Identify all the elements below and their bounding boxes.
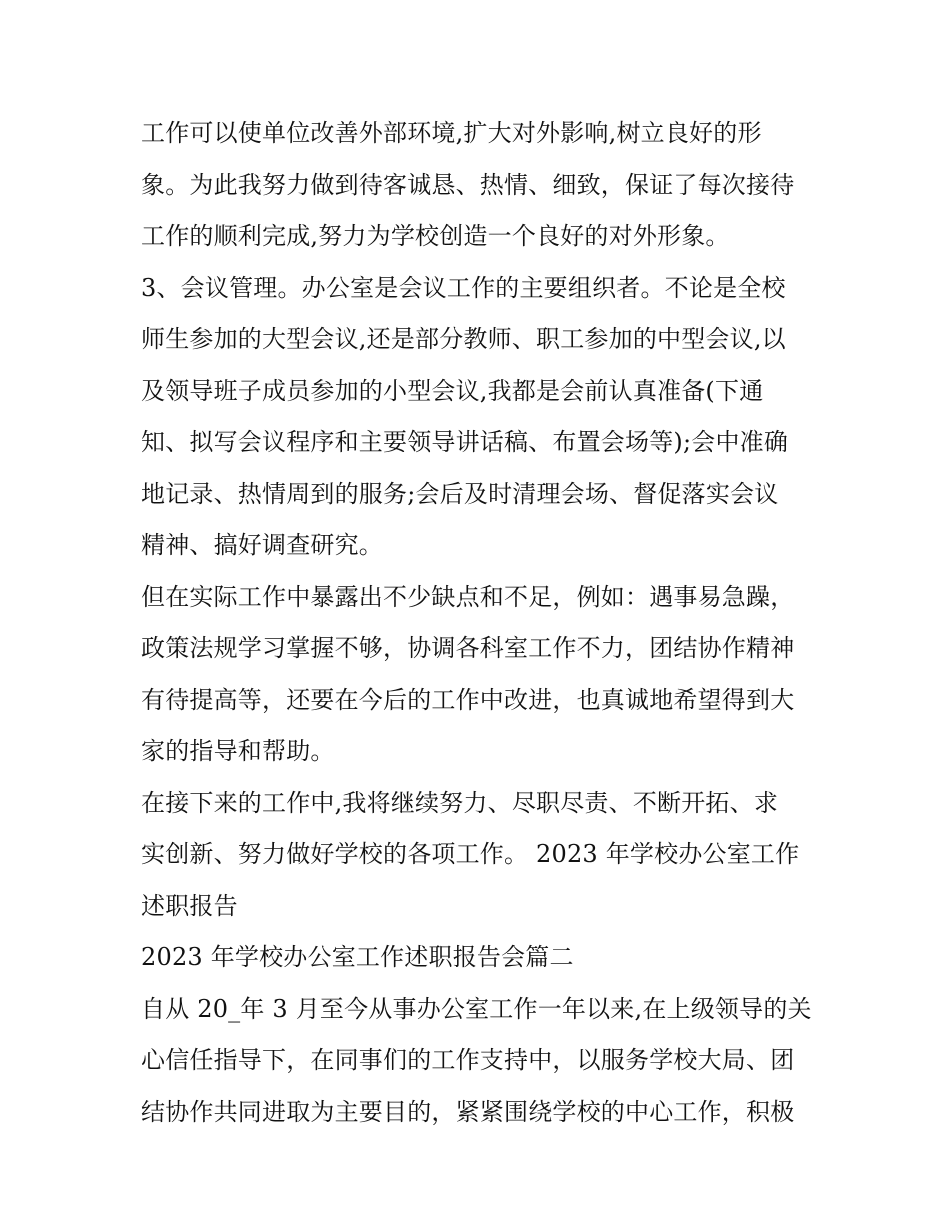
text-line: 但在实际工作中暴露出不少缺点和不足，例如：遇事易急躁， xyxy=(141,582,795,611)
text-line: 实创新、努力做好学校的各项工作。 2023 年学校办公室工作 xyxy=(141,840,800,868)
text-line: 家的指导和帮助。 xyxy=(141,737,335,765)
text-line: 象。为此我努力做到待客诚恳、热情、细致，保证了每次接待 xyxy=(141,170,795,199)
text-line: 有待提高等，还要在今后的工作中改进，也真诚地希望得到大 xyxy=(141,685,795,714)
text-line: 结协作共同进取为主要目的，紧紧围绕学校的中心工作，积极 xyxy=(141,1097,795,1126)
text-line: 心信任指导下，在同事们的工作支持中，以服务学校大局、团 xyxy=(141,1046,795,1074)
text-line: 在接下来的工作中,我将继续努力、尽职尽责、不断开拓、求 xyxy=(141,788,779,817)
text-line: 自从 20_年 3 月至今从事办公室工作一年以来,在上级领导的关 xyxy=(141,994,812,1023)
text-line: 师生参加的大型会议,还是部分教师、职工参加的中型会议,以 xyxy=(141,325,786,353)
section-heading: 2023 年学校办公室工作述职报告会篇二 xyxy=(141,943,574,971)
text-line: 政策法规学习掌握不够，协调各科室工作不力，团结协作精神 xyxy=(141,634,795,662)
text-line: 知、拟写会议程序和主要领导讲话稿、布置会场等);会中准确 xyxy=(141,428,789,456)
text-line: 述职报告 xyxy=(141,891,238,920)
text-line: 地记录、热情周到的服务;会后及时清理会场、督促落实会议 xyxy=(141,479,779,508)
text-line: 工作的顺利完成,努力为学校创造一个良好的对外形象。 xyxy=(141,222,730,250)
document-body xyxy=(141,108,821,1138)
text-line: 工作可以使单位改善外部环境,扩大对外影响,树立良好的形 xyxy=(141,119,762,147)
text-line: 3、会议管理。办公室是会议工作的主要组织者。不论是全校 xyxy=(141,273,786,302)
text-line: 及领导班子成员参加的小型会议,我都是会前认真准备(下通 xyxy=(141,376,764,405)
text-line: 精神、搞好调查研究。 xyxy=(141,531,383,559)
